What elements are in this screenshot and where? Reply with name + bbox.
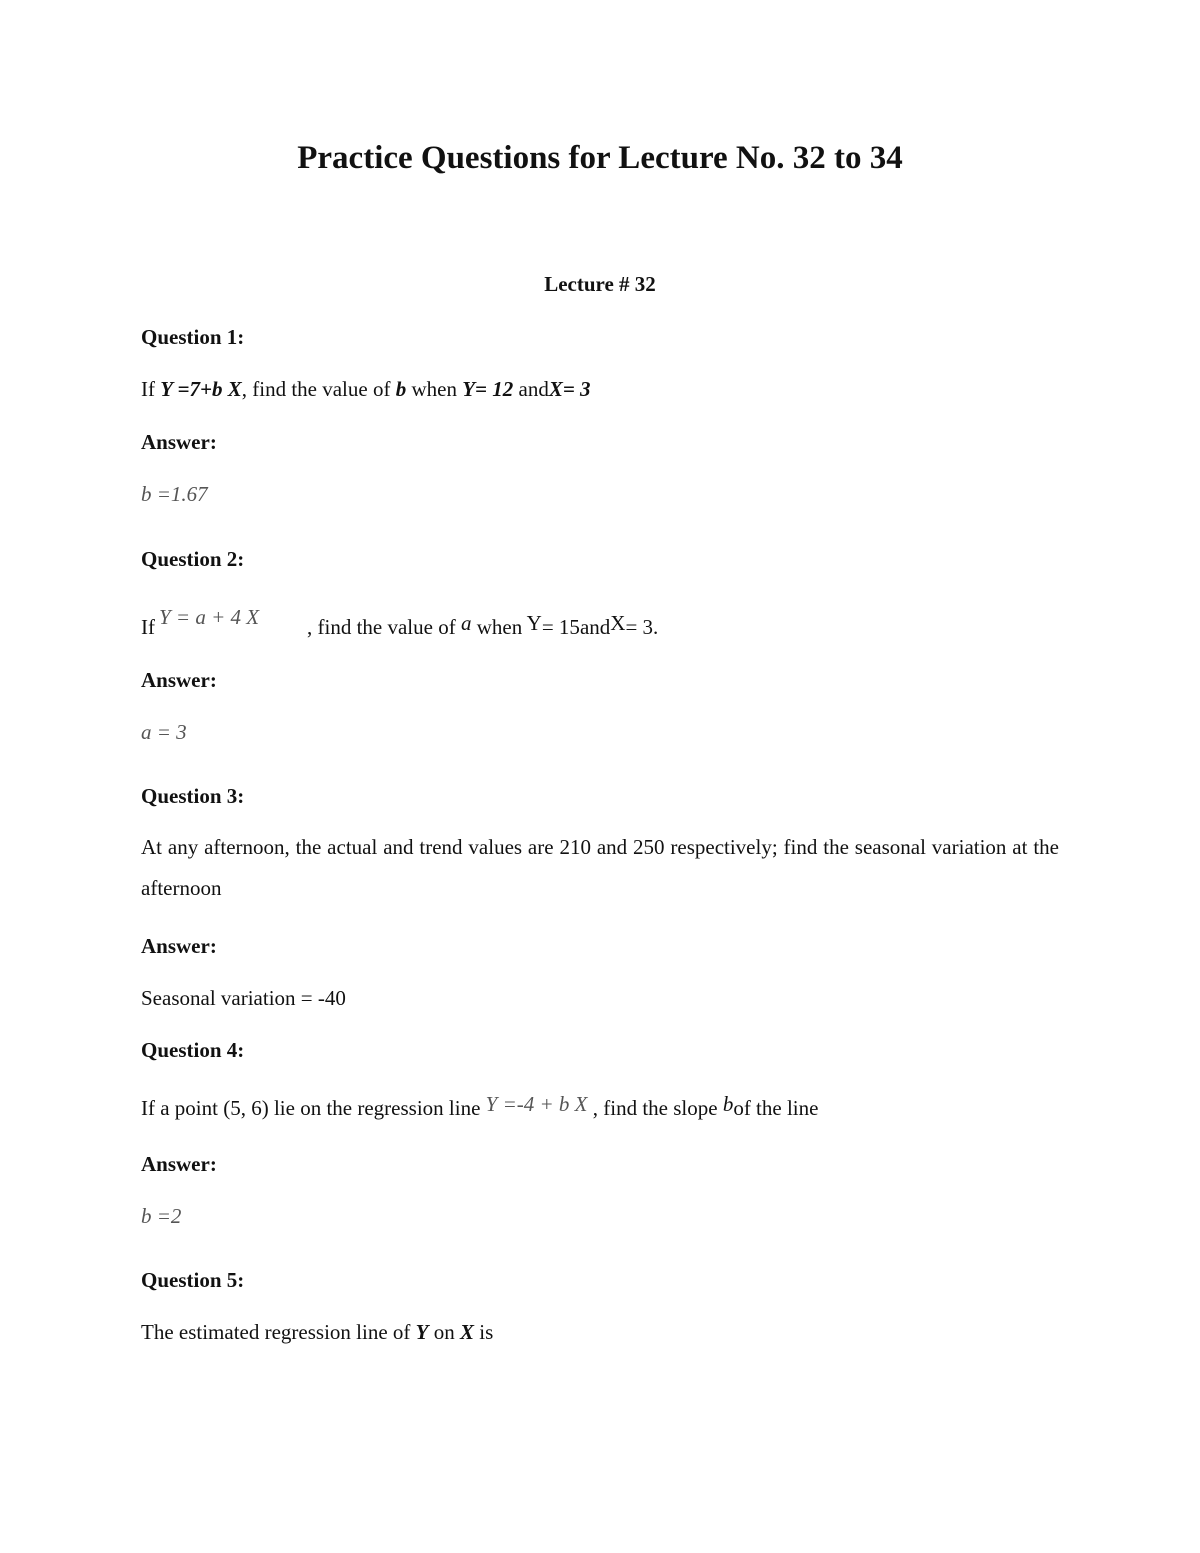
- q5-var1: Y: [415, 1320, 429, 1344]
- q1-var: b: [395, 377, 407, 401]
- q1-cond1: Y= 12: [462, 377, 514, 401]
- q1-middle: , find the value of: [241, 377, 396, 401]
- question-1-text: [141, 377, 591, 402]
- q4-equation: Y =-4 + b X: [485, 1092, 588, 1116]
- answer-1-value: b =1.67: [141, 482, 208, 506]
- question-5-label: Question 5:: [141, 1268, 245, 1292]
- q4-suffix: of the line: [733, 1096, 819, 1120]
- q5-var2: X: [460, 1320, 475, 1344]
- answer-1-label: Answer:: [141, 430, 217, 454]
- q2-cond1-var: Y: [526, 611, 542, 635]
- q4-middle: , find the slope: [587, 1096, 723, 1120]
- question-3-text: At any afternoon, the actual and trend values are 210 and 250 respectively; find the seasonal variation at the afternoon: [141, 835, 1059, 900]
- q2-equation: Y = a + 4 X: [159, 605, 260, 629]
- lecture-heading: Lecture # 32: [544, 272, 656, 296]
- page-title: Practice Questions for Lecture No. 32 to 34: [297, 140, 903, 176]
- q2-and: and: [579, 615, 611, 639]
- q4-var: b: [722, 1092, 734, 1116]
- answer-2-label: Answer:: [141, 668, 217, 692]
- answer-4-label: Answer:: [141, 1152, 217, 1176]
- question-5-text: [141, 1320, 493, 1345]
- answer-4-value: b =2: [141, 1204, 182, 1228]
- q1-equation: Y =7+b X: [160, 377, 242, 401]
- q2-middle: , find the value of: [307, 615, 461, 639]
- q1-cond2: X= 3: [548, 377, 591, 401]
- q2-var: a: [460, 611, 472, 635]
- question-1-label: Question 1:: [141, 325, 245, 349]
- question-4-text: [141, 1092, 819, 1121]
- question-2-label: Question 2:: [141, 547, 245, 571]
- q4-prefix: If a point (5, 6) lie on the regression line: [141, 1096, 486, 1120]
- q1-and: and: [513, 377, 549, 401]
- q5-on: on: [428, 1320, 460, 1344]
- question-3-label: Question 3:: [141, 784, 245, 808]
- q2-cond1-val: = 15: [541, 615, 580, 639]
- answer-3-label: Answer:: [141, 934, 217, 958]
- q2-cond2-val: = 3.: [625, 615, 659, 639]
- q5-prefix: The estimated regression line of: [141, 1320, 416, 1344]
- q5-suffix: is: [474, 1320, 494, 1344]
- question-2-text: [141, 605, 659, 640]
- q2-cond2-var: X: [610, 611, 626, 635]
- q2-prefix: If: [141, 615, 155, 639]
- question-4-label: Question 4:: [141, 1038, 245, 1062]
- q1-prefix: If: [141, 377, 161, 401]
- answer-2-value: a = 3: [141, 720, 187, 744]
- q1-when: when: [406, 377, 463, 401]
- answer-3-value: Seasonal variation = -40: [141, 986, 346, 1010]
- q2-when: when: [471, 615, 527, 639]
